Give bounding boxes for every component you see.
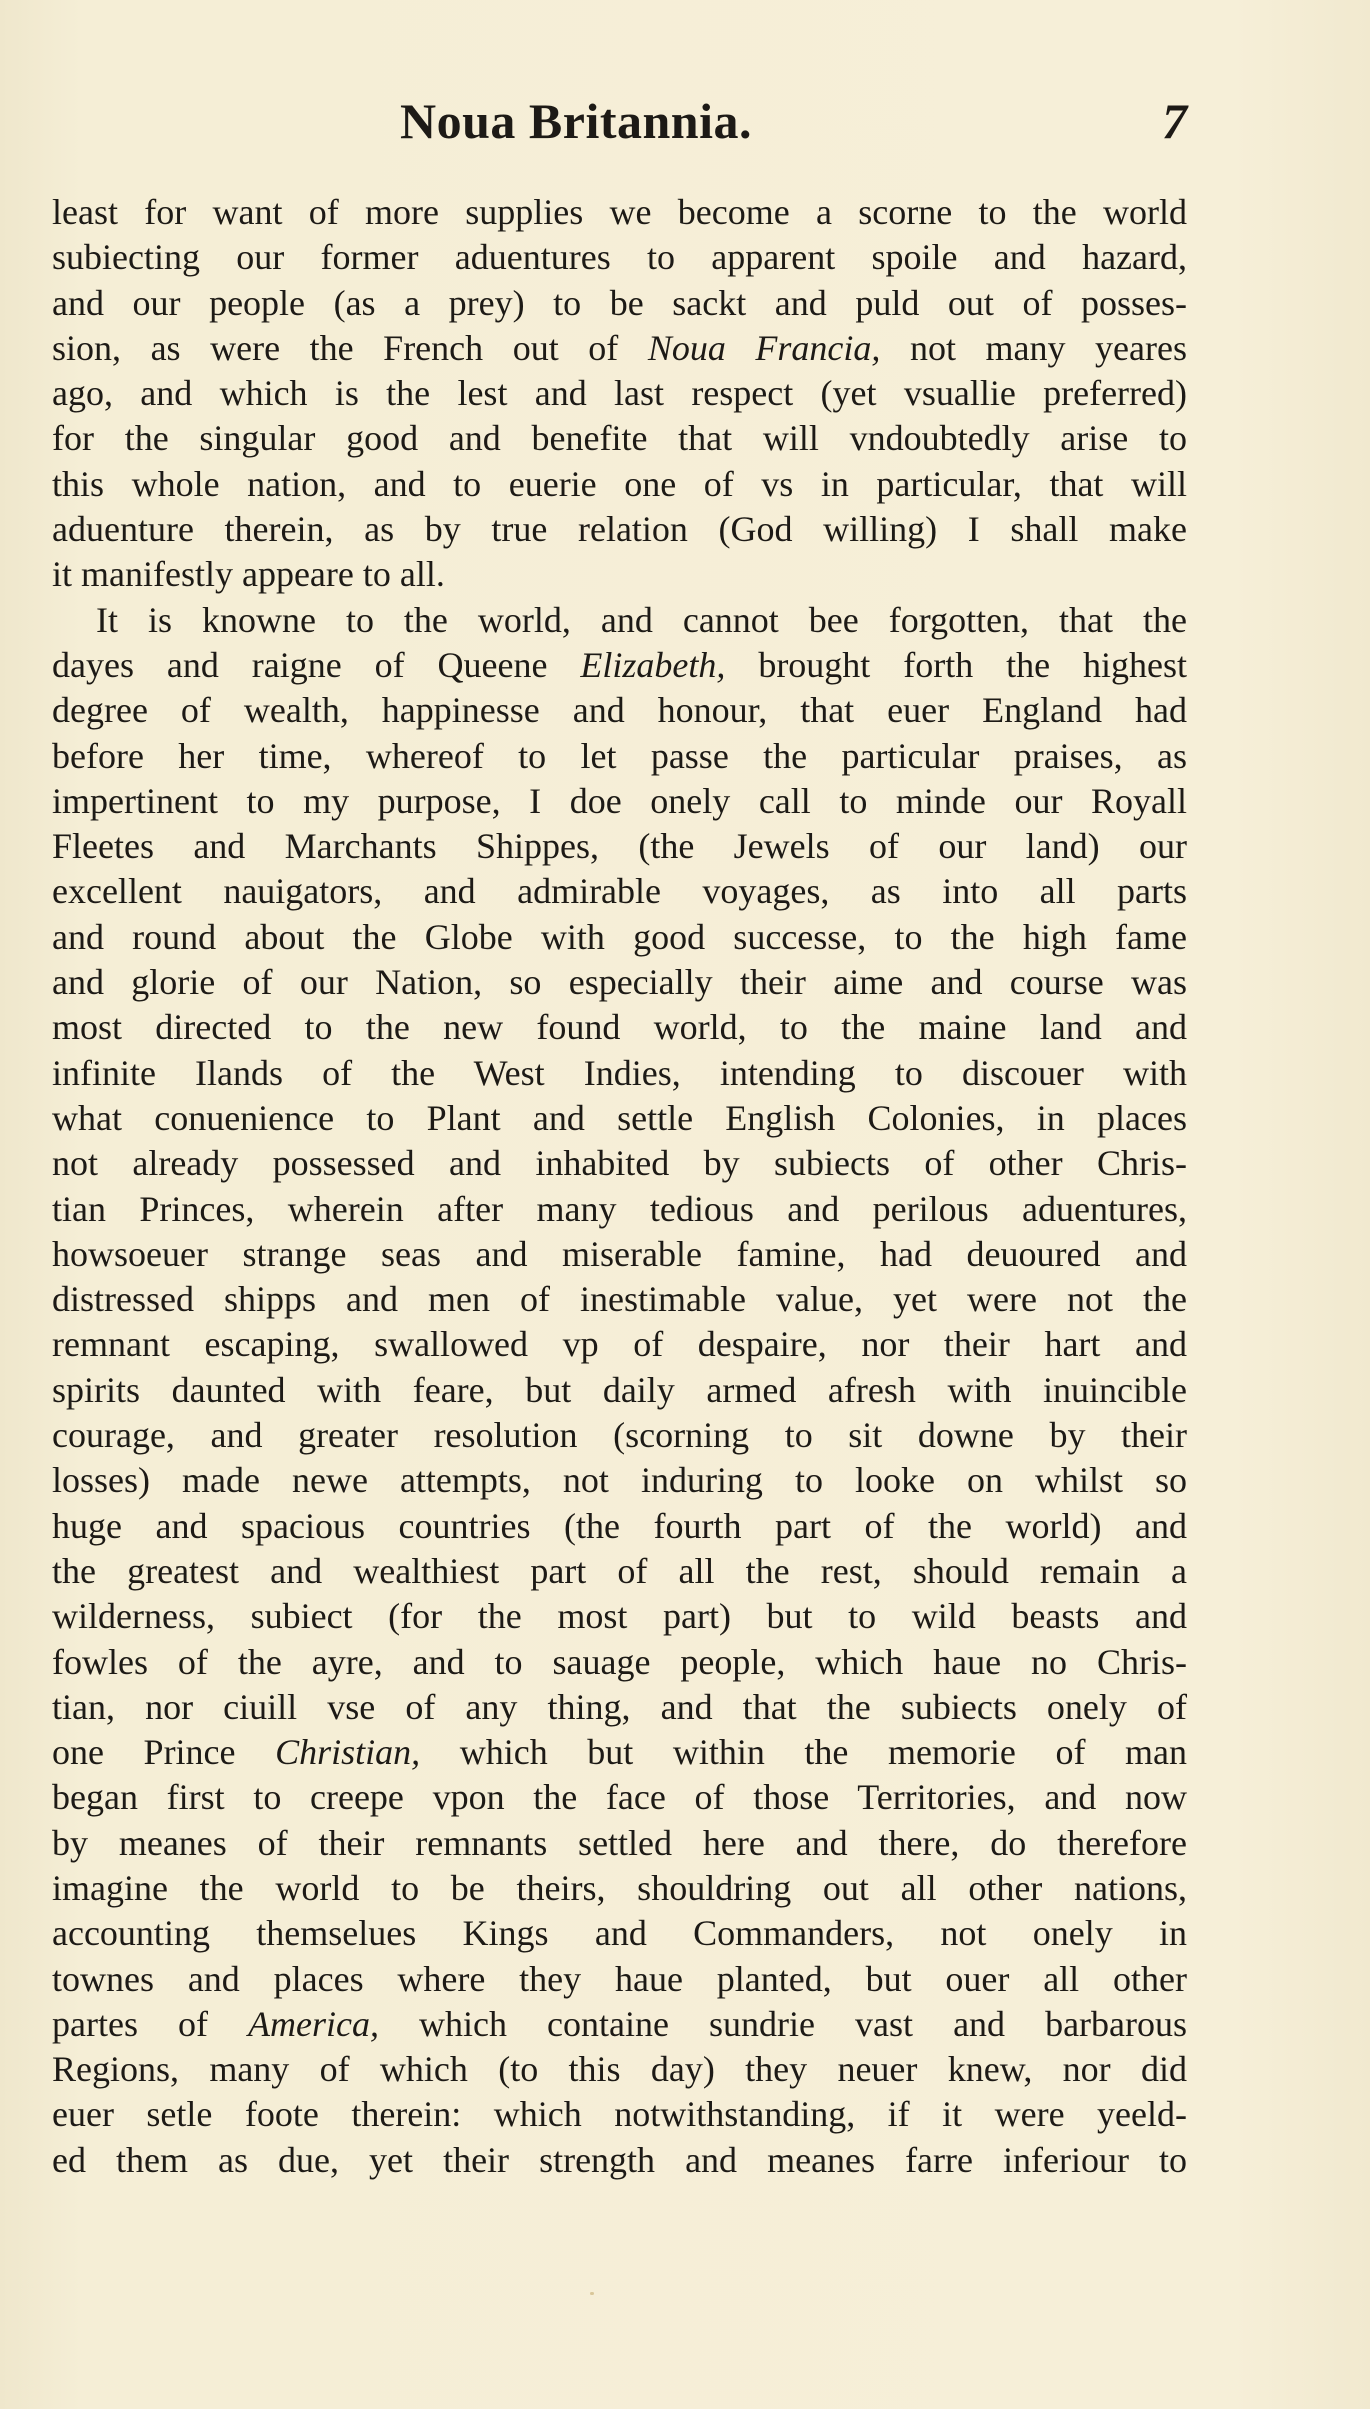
text-line: tian Princes, wherein after many tedious and perilous aduentures,	[52, 1188, 1187, 1229]
text-line: this whole nation, and to euerie one of vs in particular, that will	[52, 463, 1187, 504]
text-line: courage, and greater resolution (scorning to sit downe by their	[52, 1415, 1187, 1456]
text-line: accounting themselues Kings and Commanders, not onely in	[52, 1913, 1187, 1954]
text-segment: brought forth the highest	[758, 644, 1187, 685]
text-line: not already possessed and inhabited by subiects of other Chris-	[52, 1143, 1187, 1184]
body-text	[52, 190, 1187, 2183]
text-line: townes and places where they haue planted, but ouer all other	[52, 1958, 1187, 1999]
text-line: most directed to the new found world, to the maine land and	[52, 1007, 1187, 1048]
text-line: ed them as due, yet their strength and meanes farre inferiour to	[52, 2139, 1187, 2180]
text-line: impertinent to my purpose, I doe onely call to minde our Royall	[52, 780, 1187, 821]
italic-word: Christian,	[275, 1732, 421, 1773]
text-line: howsoeuer strange seas and miserable famine, had deuoured and	[52, 1233, 1187, 1274]
text-line: and round about the Globe with good successe, to the high fame	[52, 916, 1187, 957]
text-line: euer setle foote therein: which notwithstanding, if it were yeeld-	[52, 2094, 1187, 2135]
text-line: spirits daunted with feare, but daily armed afresh with inuincible	[52, 1369, 1187, 1410]
text-line: excellent nauigators, and admirable voyages, as into all parts	[52, 871, 1187, 912]
text-line: losses) made newe attempts, not induring to looke on whilst so	[52, 1460, 1187, 1501]
text-line: by meanes of their remnants settled here and there, do therefore	[52, 1822, 1187, 1863]
text-line: huge and spacious countries (the fourth part of the world) and	[52, 1505, 1187, 1546]
text-line: ago, and which is the lest and last respect (yet vsuallie preferred)	[52, 373, 1187, 414]
text-line: degree of wealth, happinesse and honour, that euer England had	[52, 690, 1187, 731]
text-line: the greatest and wealthiest part of all the rest, should remain a	[52, 1550, 1187, 1591]
text-segment: which containe sundrie vast and barbarous	[419, 2003, 1188, 2044]
running-head	[52, 92, 1187, 152]
text-line	[52, 643, 1187, 688]
text-line: It is knowne to the world, and cannot bee forgotten, that the	[96, 599, 1187, 640]
text-segment: which but within the memorie of man	[459, 1732, 1188, 1773]
text-line: subiecting our former aduentures to apparent spoile and hazard,	[52, 237, 1187, 278]
text-line: wilderness, subiect (for the most part) but to wild beasts and	[52, 1596, 1187, 1637]
text-line: Fleetes and Marchants Shippes, (the Jewels of our land) our	[52, 826, 1187, 867]
text-line: aduenture therein, as by true relation (God willing) I shall make	[52, 509, 1187, 550]
text-line	[52, 2002, 1187, 2047]
text-line: least for want of more supplies we become a scorne to the world	[52, 192, 1187, 232]
text-segment: dayes and raigne of Queene	[52, 644, 548, 685]
text-line: what conuenience to Plant and settle English Colonies, in places	[52, 1097, 1187, 1138]
italic-place-name: America,	[248, 2003, 379, 2044]
text-line: began first to creepe vpon the face of those Territories, and now	[52, 1777, 1187, 1818]
page-number: 7	[1162, 93, 1187, 149]
text-line: and glorie of our Nation, so especially their aime and course was	[52, 962, 1187, 1003]
text-line: fowles of the ayre, and to sauage people, which haue no Chris-	[52, 1641, 1187, 1682]
text-line: for the singular good and benefite that will vndoubtedly arise to	[52, 418, 1187, 459]
text-segment: partes of	[52, 2003, 208, 2044]
text-line: infinite Ilands of the West Indies, intending to discouer with	[52, 1052, 1187, 1093]
text-line: it manifestly appeare to all.	[52, 554, 445, 595]
text-line	[52, 326, 1187, 371]
italic-place-name: Noua Francia,	[647, 327, 881, 368]
paper-speck	[590, 2292, 594, 2295]
running-title: Noua Britannia.	[400, 93, 753, 149]
text-segment: sion, as were the French out of	[52, 327, 619, 368]
text-line: imagine the world to be theirs, shouldring out all other nations,	[52, 1867, 1187, 1908]
text-line: and our people (as a prey) to be sackt and puld out of posses-	[52, 282, 1187, 323]
text-line: Regions, many of which (to this day) they neuer knew, nor did	[52, 2049, 1187, 2090]
text-line: before her time, whereof to let passe the particular praises, as	[52, 735, 1187, 776]
text-line: tian, nor ciuill vse of any thing, and that the subiects onely of	[52, 1686, 1187, 1727]
text-line: distressed shipps and men of inestimable value, yet were not the	[52, 1279, 1187, 1320]
text-segment: not many yeares	[909, 327, 1187, 368]
text-line: remnant escaping, swallowed vp of despaire, nor their hart and	[52, 1324, 1187, 1365]
text-line	[52, 1730, 1187, 1775]
text-segment: one Prince	[52, 1732, 236, 1773]
italic-name: Elizabeth,	[580, 644, 726, 685]
